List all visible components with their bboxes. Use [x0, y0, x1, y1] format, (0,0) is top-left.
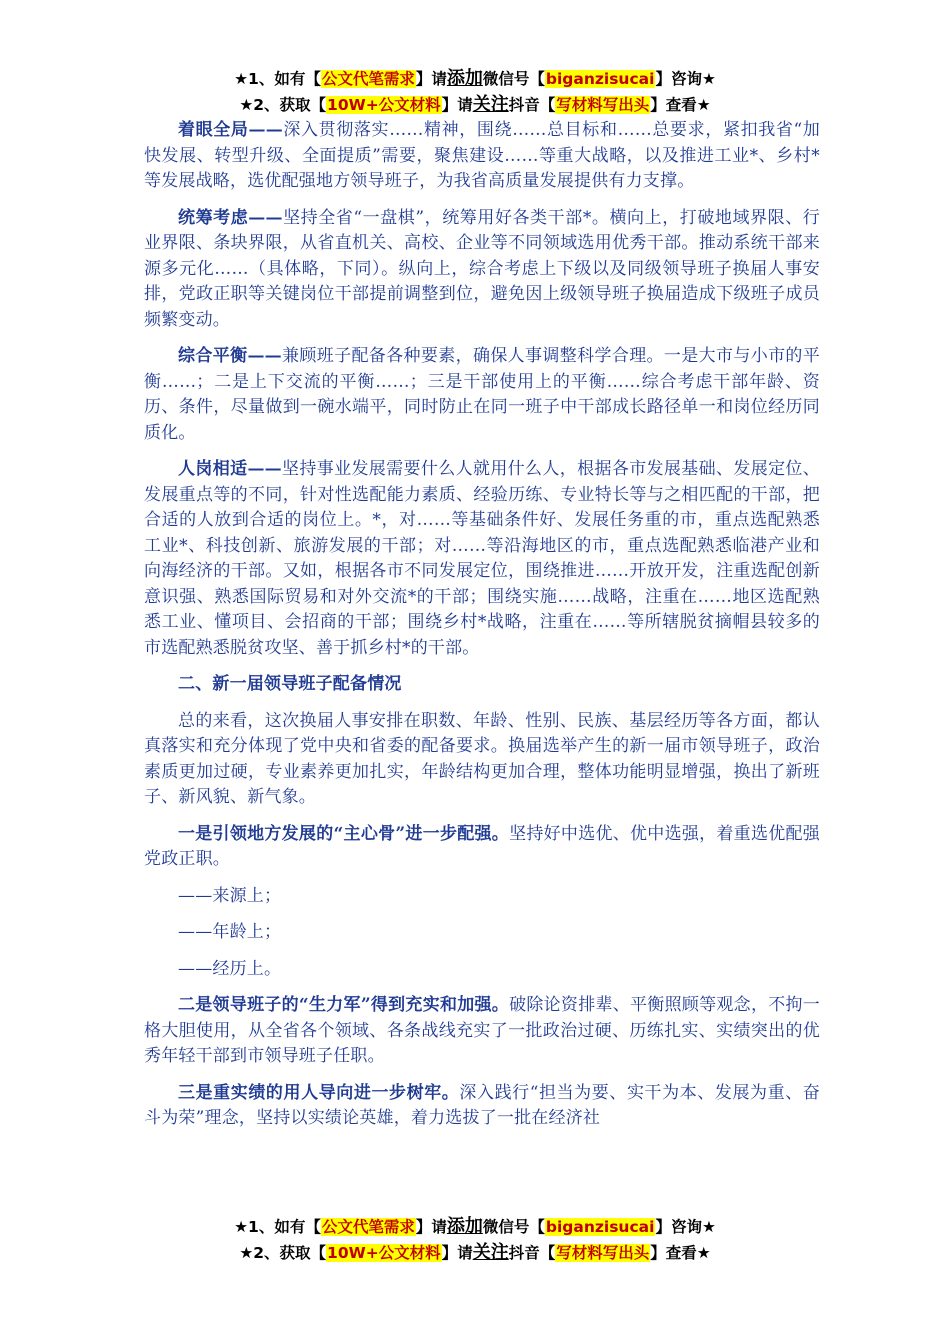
banner-line-2: ★2、获取【10W+公文材料】请关注抖音【写材料写出头】查看★: [239, 1242, 711, 1263]
highlight-douyin: 写材料写出头: [556, 96, 650, 114]
highlight-materials: 10W+公文材料: [327, 1244, 441, 1262]
paragraph: 综合平衡——兼顾班子配备各种要素，确保人事调整科学合理。一是大市与小市的平衡……；二是上下交流的平衡……；三是干部使用上的平衡……综合考虑干部年龄、资历、条件，尽量做到一碗水端平，同时防止在同一班子中干部成长路径单一和岗位经历同质化。: [144, 346, 820, 443]
paragraph: 着眼全局——深入贯彻落实……精神，围绕……总目标和……总要求，紧扣我省“加快发展、转型升级、全面提质”需要，聚焦建设……等重大战略，以及推进工业*、乡村*等发展战略，选优配强地方领导班子，为我省高质量发展提供有力支撑。: [144, 120, 821, 191]
paragraph: 三是重实绩的用人导向进一步树牢。深入践行“担当为要、实干为本、发展为重、奋斗为荣”理念，坚持以实绩论英雄，着力选拔了一批在经济社: [144, 1082, 821, 1128]
banner-line-1: ★1、如有【公文代笔需求】请添加微信号【biganzisucai】咨询★: [234, 68, 716, 89]
list-item: ——经历上。: [178, 958, 282, 979]
paragraph: 总的来看，这次换届人事安排在职数、年龄、性别、民族、基层经历等各方面，都认真落实和充分体现了党中央和省委的配备要求。换届选举产生的新一届市领导班子，政治素质更加过硬，专业素养更加扎实，年龄结构更加合理，整体功能明显增强，换出了新班子、新风貌、新气象。: [144, 710, 820, 807]
list-item: ——年龄上；: [178, 922, 282, 942]
banner-line-2: ★2、获取【10W+公文材料】请关注抖音【写材料写出头】查看★: [239, 94, 711, 115]
highlight-wechat-id: biganzisucai: [545, 70, 655, 88]
list-item: ——来源上；: [178, 885, 282, 906]
paragraph: 统筹考虑——坚持全省“一盘棋”，统筹用好各类干部*。横向上，打破地域界限、行业界限、条块界限，从省直机关、高校、企业等不同领域选用优秀干部。推动系统干部来源多元化……（具体略，下同）。纵向上，综合考虑上下级以及同级领导班子换届人事安排，党政正职等关键岗位干部提前调整到位，避免因上级领导班子换届造成下级班子成员频繁变动。: [144, 207, 820, 330]
paragraph: 二是领导班子的“生力军”得到充实和加强。破除论资排辈、平衡照顾等观念，不拘一格大胆使用，从全省各个领域、各条战线充实了一批政治过硬、历练扎实、实绩突出的优秀年轻干部到市领导班子任职。: [144, 995, 820, 1066]
highlight-wechat-id: biganzisucai: [545, 1218, 655, 1236]
banner-line-1: ★1、如有【公文代笔需求】请添加微信号【biganzisucai】咨询★: [234, 1216, 716, 1237]
footer-banner: [0, 1214, 950, 1266]
section-heading: 二、新一届领导班子配备情况: [178, 674, 402, 694]
highlight-douyin: 写材料写出头: [556, 1244, 650, 1262]
header-banner: [0, 66, 950, 118]
highlight-service: 公文代笔需求: [321, 70, 415, 88]
document-body: [144, 118, 820, 1143]
highlight-service: 公文代笔需求: [321, 1218, 415, 1236]
paragraph: 一是引领地方发展的“主心骨”进一步配强。坚持好中选优、优中选强，着重选优配强党政正职。: [144, 823, 820, 869]
paragraph: 人岗相适——坚持事业发展需要什么人就用什么人，根据各市发展基础、发展定位、发展重点等的不同，针对性选配能力素质、经验历练、专业特长等与之相匹配的干部，把合适的人放到合适的岗位上。*，对……等基础条件好、发展任务重的市，重点选配熟悉工业*、科技创新、旅游发展的干部；对……等沿海地区的市，重点选配熟悉临港产业和向海经济的干部。又如，根据各市不同发展定位，围绕推进……开放开发，注重选配创新意识强、熟悉国际贸易和对外交流*的干部；围绕实施……战略，注重在……地区选配熟悉工业、懂项目、会招商的干部；围绕乡村*战略，注重在……等所辖脱贫摘帽县较多的市选配熟悉脱贫攻坚、善于抓乡村*的干部。: [144, 459, 820, 658]
highlight-materials: 10W+公文材料: [327, 96, 441, 114]
